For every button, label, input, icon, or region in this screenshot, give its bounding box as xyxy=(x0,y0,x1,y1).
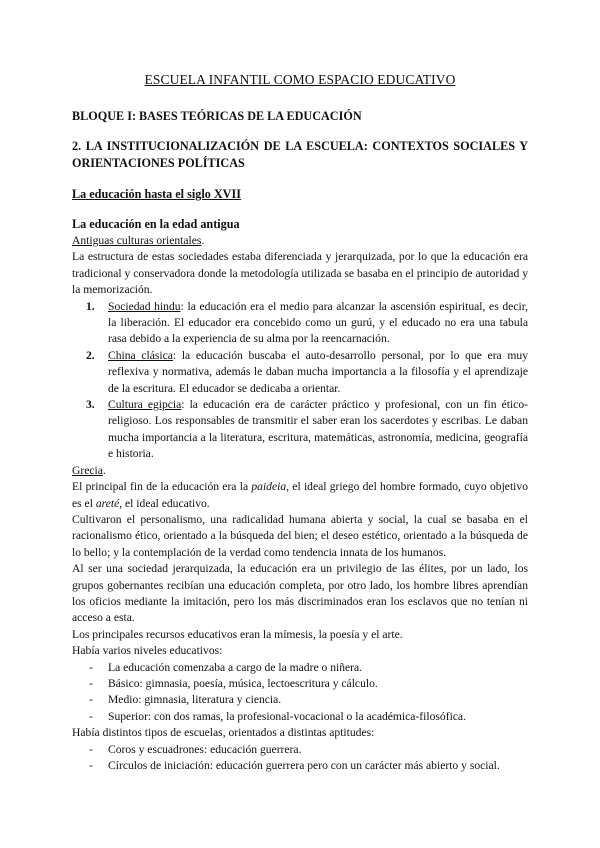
culture-item-egipcia xyxy=(72,397,528,463)
culture-text: : la educación era el medio para alcanzar la ascensión espiritual, es decir, la liberación. El educador era concebido como un gurú, y el educado no era una tabula rasa debido a la experiencia de su alma por la reencarnación. xyxy=(108,299,528,346)
term-paideia: paideia xyxy=(251,480,287,494)
grecia-label: Grecia. xyxy=(72,463,106,477)
list-item: - Coros y escuadrones: educación guerrera. xyxy=(72,742,528,758)
dash-bullet: - xyxy=(89,709,93,723)
culture-name: Sociedad hindu xyxy=(108,299,181,313)
subsection-heading: La educación hasta el siglo XVII xyxy=(72,187,241,201)
culture-item-hindu xyxy=(72,299,528,348)
list-item: - La educación comenzaba a cargo de la madre o niñera. xyxy=(72,660,528,676)
dash-bullet: - xyxy=(89,759,93,772)
bloque-heading: BLOQUE I: BASES TEÓRICAS DE LA EDUCACIÓN xyxy=(72,109,362,123)
document-body xyxy=(72,216,528,774)
dash-bullet: - xyxy=(89,693,93,707)
escuelas-intro: Había distintos tipos de escuelas, orientados a distintas aptitudes: xyxy=(72,726,375,740)
escuelas-list xyxy=(72,742,528,775)
culture-text: : la educación buscaba el auto-desarrollo personal, por lo que era muy reflexiva y normativa, además le daban mucha importancia a la filosofía y el aprendizaje de la escritura. El educador se dedicaba a orientar. xyxy=(108,348,528,395)
list-number: 3. xyxy=(86,398,95,412)
culture-name: Cultura egipcia xyxy=(108,398,182,412)
list-item: - Básico: gimnasia, poesía, música, lectoescritura y cálculo. xyxy=(72,676,528,692)
list-item: - Círculos de iniciación: educación guerrera pero con un carácter más abierto y social. xyxy=(72,758,528,774)
list-number: 1. xyxy=(86,299,95,313)
list-item: - Superior: con dos ramas, la profesional-vocacional o la académica-filosófica. xyxy=(72,709,528,725)
niveles-intro: Había varios niveles educativos: xyxy=(72,644,223,658)
grecia-paragraph-2: Cultivaron el personalismo, una radicalidad humana abierta y social, la cual se basaba en el racionalismo ético, orientado a la búsqueda del bien; el deseo estético, orientado a la búsqueda de lo bello; y la contemplación de la verdad como tendencia innata de los humanos. xyxy=(72,512,528,559)
list-item: - Medio: gimnasia, literatura y ciencia. xyxy=(72,692,528,708)
term-arete: areté xyxy=(95,496,120,510)
grecia-paragraph-1: El principal fin de la educación era la paideia, el ideal griego del hombre formado, cuyo objetivo es el areté, el ideal educativo. xyxy=(72,480,528,510)
culture-item-china xyxy=(72,348,528,397)
culture-text: : la educación era de carácter práctico y profesional, con un fin ético-religioso. Los responsables de transmitir el saber eran los sacerdotes y escribas. Le daban mucha importancia a la literatura, escritura, matemáticas, astronomía, medicina, geografía e historia. xyxy=(108,398,528,461)
heading-edad-antigua: La educación en la edad antigua xyxy=(72,217,240,231)
antiguas-culturas-label: Antiguas culturas orientales. xyxy=(72,234,205,247)
list-number: 2. xyxy=(86,348,95,362)
antiguas-intro-paragraph: La estructura de estas sociedades estaba diferenciada y jerarquizada, por lo que la educación era tradicional y conservadora donde la metodología utilizada se basaba en el principio de autoridad y la memorización. xyxy=(72,250,528,297)
document-title: ESCUELA INFANTIL COMO ESPACIO EDUCATIVO xyxy=(144,72,456,87)
niveles-list xyxy=(72,660,528,726)
culture-name: China clásica xyxy=(108,348,173,362)
grecia-paragraph-4: Los principales recursos educativos eran la mímesis, la poesía y el arte. xyxy=(72,627,403,641)
dash-bullet: - xyxy=(89,660,93,674)
section-heading: 2. LA INSTITUCIONALIZACIÓN DE LA ESCUELA: CONTEXTOS SOCIALES Y ORIENTACIONES POLÍTICAS xyxy=(72,139,528,170)
grecia-paragraph-3: Al ser una sociedad jerarquizada, la educación era un privilegio de las élites, por un lado, los grupos gobernantes recibían una educación completa, por otro lado, los hombre libres aprendían los oficios mediante la imitación, pero los más discriminados eran los esclavos que no tenían ni acceso a esta. xyxy=(72,562,528,625)
cultures-list xyxy=(72,299,528,463)
dash-bullet: - xyxy=(89,676,93,690)
dash-bullet: - xyxy=(89,742,93,756)
